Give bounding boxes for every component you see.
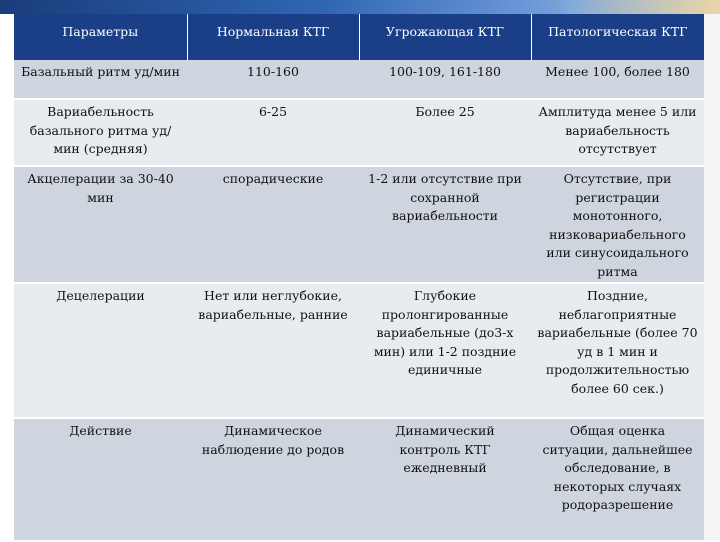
table-row <box>14 99 704 166</box>
table-header-row <box>14 14 704 60</box>
table-cell: Действие <box>14 418 187 541</box>
table-cell: Динамическое наблюдение до родов <box>187 418 359 541</box>
header-pathological-ctg: Патологическая КТГ <box>531 14 704 60</box>
table-cell: Нет или неглубокие, вариабельные, ранние <box>187 283 359 418</box>
table-cell: 6-25 <box>187 99 359 166</box>
table-cell: Общая оценка ситуации, дальнейшее обследование, в некоторых случаях родоразрешение <box>531 418 704 541</box>
table-cell: Динамический контроль КТГ ежедневный <box>359 418 531 541</box>
table-cell: Вариабельность базального ритма уд/мин (средняя) <box>14 99 187 166</box>
table-cell: Отсутствие, при регистрации монотонного, низковариабельного или синусоидального ритма <box>531 166 704 283</box>
table-cell: Амплитуда менее 5 или вариабельность отсутствует <box>531 99 704 166</box>
table-row <box>14 418 704 541</box>
right-margin <box>704 14 720 540</box>
left-margin <box>0 14 14 540</box>
table-cell: 100-109, 161-180 <box>359 60 531 99</box>
table-cell: Менее 100, более 180 <box>531 60 704 99</box>
table-cell: Акцелерации за 30-40 мин <box>14 166 187 283</box>
table-cell: 1-2 или отсутствие при сохранной вариабельности <box>359 166 531 283</box>
header-normal-ctg: Нормальная КТГ <box>187 14 359 60</box>
ctg-classification-table <box>14 14 704 542</box>
header-parameters: Параметры <box>14 14 187 60</box>
table-cell: 110-160 <box>187 60 359 99</box>
table-cell: Децелерации <box>14 283 187 418</box>
table-row <box>14 283 704 418</box>
table-cell: Поздние, неблагоприятные вариабельные (более 70 уд в 1 мин и продолжительностью более 60 сек.) <box>531 283 704 418</box>
table-row <box>14 166 704 283</box>
table-cell: Базальный ритм уд/мин <box>14 60 187 99</box>
header-threatening-ctg: Угрожающая КТГ <box>359 14 531 60</box>
table-cell: Глубокие пролонгированные вариабельные (до3-х мин) или 1-2 поздние единичные <box>359 283 531 418</box>
banner-photo <box>560 0 720 14</box>
table-cell: спорадические <box>187 166 359 283</box>
table-row <box>14 60 704 99</box>
ctg-table-container <box>14 14 704 530</box>
table-cell: Более 25 <box>359 99 531 166</box>
